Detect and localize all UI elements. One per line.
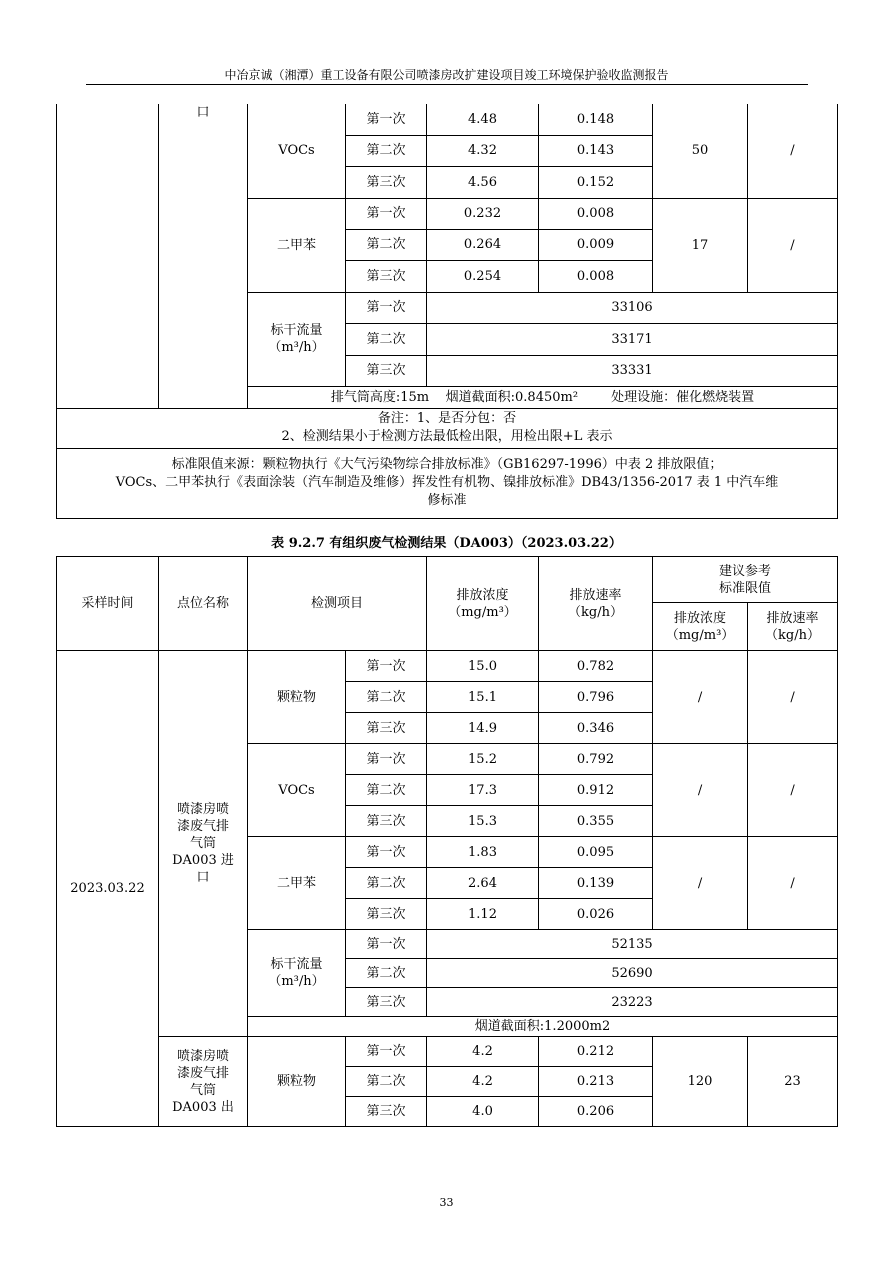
flow-unit: （m³/h） (268, 340, 325, 355)
trial-label: 第二次 (346, 775, 427, 806)
trial-label: 第二次 (346, 323, 427, 355)
stack-info: 排气筒高度:15m 烟道截面积:0.8450m² 处理设施：催化燃烧装置 (248, 386, 838, 408)
conc-value: 15.1 (427, 682, 539, 713)
point-line: 气筒 (189, 1082, 216, 1098)
header-reference (653, 557, 838, 603)
trial-label: 第一次 (346, 198, 427, 229)
rate-value: 0.796 (539, 682, 653, 713)
limit-rate: / (748, 198, 838, 292)
conc-value: 0.232 (427, 198, 539, 229)
flow-value: 33106 (427, 292, 838, 323)
conc-value: 15.0 (427, 651, 539, 682)
header-time: 采样时间 (57, 557, 159, 651)
trial-label: 第一次 (346, 837, 427, 868)
point-line: 口 (196, 870, 210, 885)
item-flow (248, 292, 346, 386)
limit-rate: / (748, 837, 838, 930)
point-cell-continued: 口 (159, 104, 248, 408)
trial-label: 第三次 (346, 713, 427, 744)
limit-conc: / (653, 744, 748, 837)
point-line: 喷漆房喷 (176, 1048, 229, 1064)
flow-value: 33331 (427, 355, 838, 386)
limit-rate: / (748, 104, 838, 198)
point-line: 气筒 (189, 836, 216, 851)
conc-value: 17.3 (427, 775, 539, 806)
flow-value: 52690 (427, 959, 838, 988)
header-ref-line2: 标准限值 (719, 580, 772, 596)
header-conc-label: 排放浓度 (456, 587, 509, 603)
rate-value: 0.206 (539, 1097, 653, 1127)
point-line: 漆废气排 (176, 819, 229, 834)
header-ref-conc-unit: （mg/m³） (665, 627, 735, 643)
conc-value: 0.264 (427, 229, 539, 260)
limit-conc: / (653, 651, 748, 744)
remark-line-2: 2、检测结果小于检测方法最低检出限，用检出限+L 表示 (281, 429, 613, 444)
trial-label: 第一次 (346, 104, 427, 135)
rate-value: 0.008 (539, 198, 653, 229)
header-conc (427, 557, 539, 651)
point-line: 喷漆房喷 (176, 802, 229, 817)
header-rate (539, 557, 653, 651)
rate-value: 0.152 (539, 166, 653, 198)
limit-conc: 17 (653, 198, 748, 292)
rate-value: 0.009 (539, 229, 653, 260)
trial-label: 第二次 (346, 682, 427, 713)
item-pm: 颗粒物 (248, 1037, 346, 1127)
rate-value: 0.912 (539, 775, 653, 806)
rate-value: 0.792 (539, 744, 653, 775)
header-divider (86, 84, 808, 85)
remark-line-1: 备注：1、是否分包：否 (377, 411, 517, 426)
rate-value: 0.143 (539, 135, 653, 166)
conc-value: 4.0 (427, 1097, 539, 1127)
point-line: DA003 进 (172, 853, 234, 868)
item-voc: VOCs (248, 104, 346, 198)
flow-unit: （m³/h） (268, 974, 325, 989)
limit-conc: 120 (653, 1037, 748, 1127)
outlet-point (159, 1037, 248, 1127)
header-ref-rate-label: 排放速率 (766, 610, 819, 626)
trial-label: 第一次 (346, 930, 427, 959)
rate-value: 0.782 (539, 651, 653, 682)
item-xylene: 二甲苯 (248, 837, 346, 930)
item-voc: VOCs (248, 744, 346, 837)
trial-label: 第三次 (346, 1097, 427, 1127)
inlet-point (159, 651, 248, 1037)
limit-conc: / (653, 837, 748, 930)
trial-label: 第三次 (346, 355, 427, 386)
duct-area: 烟道截面积:1.2000m2 (248, 1017, 838, 1037)
header-ref-rate (748, 603, 838, 651)
header-rate-unit: （kg/h） (568, 604, 623, 620)
header-ref-rate-unit: （kg/h） (765, 627, 820, 643)
item-xylene: 二甲苯 (248, 198, 346, 292)
limit-rate: / (748, 651, 838, 744)
rate-value: 0.008 (539, 260, 653, 292)
header-point: 点位名称 (159, 557, 248, 651)
conc-value: 4.2 (427, 1037, 539, 1067)
rate-value: 0.148 (539, 104, 653, 135)
header-ref-conc-label: 排放浓度 (674, 610, 727, 626)
table-caption: 表 9.2.7 有组织废气检测结果（DA003）（2023.03.22） (271, 536, 622, 551)
rate-value: 0.139 (539, 868, 653, 899)
point-line: 漆废气排 (176, 1065, 229, 1081)
flow-value: 33171 (427, 323, 838, 355)
item-flow (248, 930, 346, 1017)
rate-value: 0.213 (539, 1067, 653, 1097)
conc-value: 0.254 (427, 260, 539, 292)
trial-label: 第一次 (346, 292, 427, 323)
trial-label: 第三次 (346, 806, 427, 837)
limit-rate: 23 (748, 1037, 838, 1127)
rate-value: 0.095 (539, 837, 653, 868)
flow-value: 23223 (427, 988, 838, 1017)
trial-label: 第三次 (346, 899, 427, 930)
header-ref-conc (653, 603, 748, 651)
trial-label: 第一次 (346, 651, 427, 682)
conc-value: 2.64 (427, 868, 539, 899)
conc-value: 14.9 (427, 713, 539, 744)
standard-line-3: 修标准 (427, 493, 467, 508)
limit-conc: 50 (653, 104, 748, 198)
conc-value: 4.56 (427, 166, 539, 198)
standard-line-1: 标准限值来源：颗粒物执行《大气污染物综合排放标准》（GB16297-1996）中表 2 排放限值； (171, 457, 723, 472)
rate-value: 0.346 (539, 713, 653, 744)
conc-value: 1.12 (427, 899, 539, 930)
conc-value: 4.48 (427, 104, 539, 135)
remarks (57, 408, 838, 448)
trial-label: 第一次 (346, 1037, 427, 1067)
flow-value: 52135 (427, 930, 838, 959)
page-header: 中冶京诚（湘潭）重工设备有限公司喷漆房改扩建设项目竣工环境保护验收监测报告 (224, 68, 669, 82)
trial-label: 第二次 (346, 1067, 427, 1097)
trial-label: 第二次 (346, 229, 427, 260)
trial-label: 第二次 (346, 135, 427, 166)
trial-label: 第三次 (346, 988, 427, 1017)
flow-label: 标干流量 (270, 323, 323, 338)
header-item: 检测项目 (248, 557, 427, 651)
standard-line-2: VOCs、二甲苯执行《表面涂装（汽车制造及维修）挥发性有机物、镍排放标准》DB43/1356-2017 表 1 中汽车维 (115, 475, 779, 490)
standard-source (57, 448, 838, 518)
trial-label: 第二次 (346, 868, 427, 899)
flow-label: 标干流量 (270, 957, 323, 972)
rate-value: 0.026 (539, 899, 653, 930)
conc-value: 15.3 (427, 806, 539, 837)
trial-label: 第三次 (346, 260, 427, 292)
rate-value: 0.355 (539, 806, 653, 837)
rate-value: 0.212 (539, 1037, 653, 1067)
da003-results-table (56, 556, 838, 1127)
header-conc-unit: （mg/m³） (448, 604, 517, 620)
conc-value: 4.32 (427, 135, 539, 166)
continued-results-table (56, 104, 838, 519)
conc-value: 15.2 (427, 744, 539, 775)
trial-label: 第三次 (346, 166, 427, 198)
trial-label: 第二次 (346, 959, 427, 988)
time-cell-continued (57, 104, 159, 408)
item-pm: 颗粒物 (248, 651, 346, 744)
page-number: 33 (439, 1196, 454, 1209)
point-line: DA003 出 (172, 1099, 234, 1115)
conc-value: 4.2 (427, 1067, 539, 1097)
sampling-date: 2023.03.22 (57, 651, 159, 1127)
header-ref-line1: 建议参考 (719, 563, 772, 579)
header-rate-label: 排放速率 (569, 587, 622, 603)
limit-rate: / (748, 744, 838, 837)
trial-label: 第一次 (346, 744, 427, 775)
conc-value: 1.83 (427, 837, 539, 868)
